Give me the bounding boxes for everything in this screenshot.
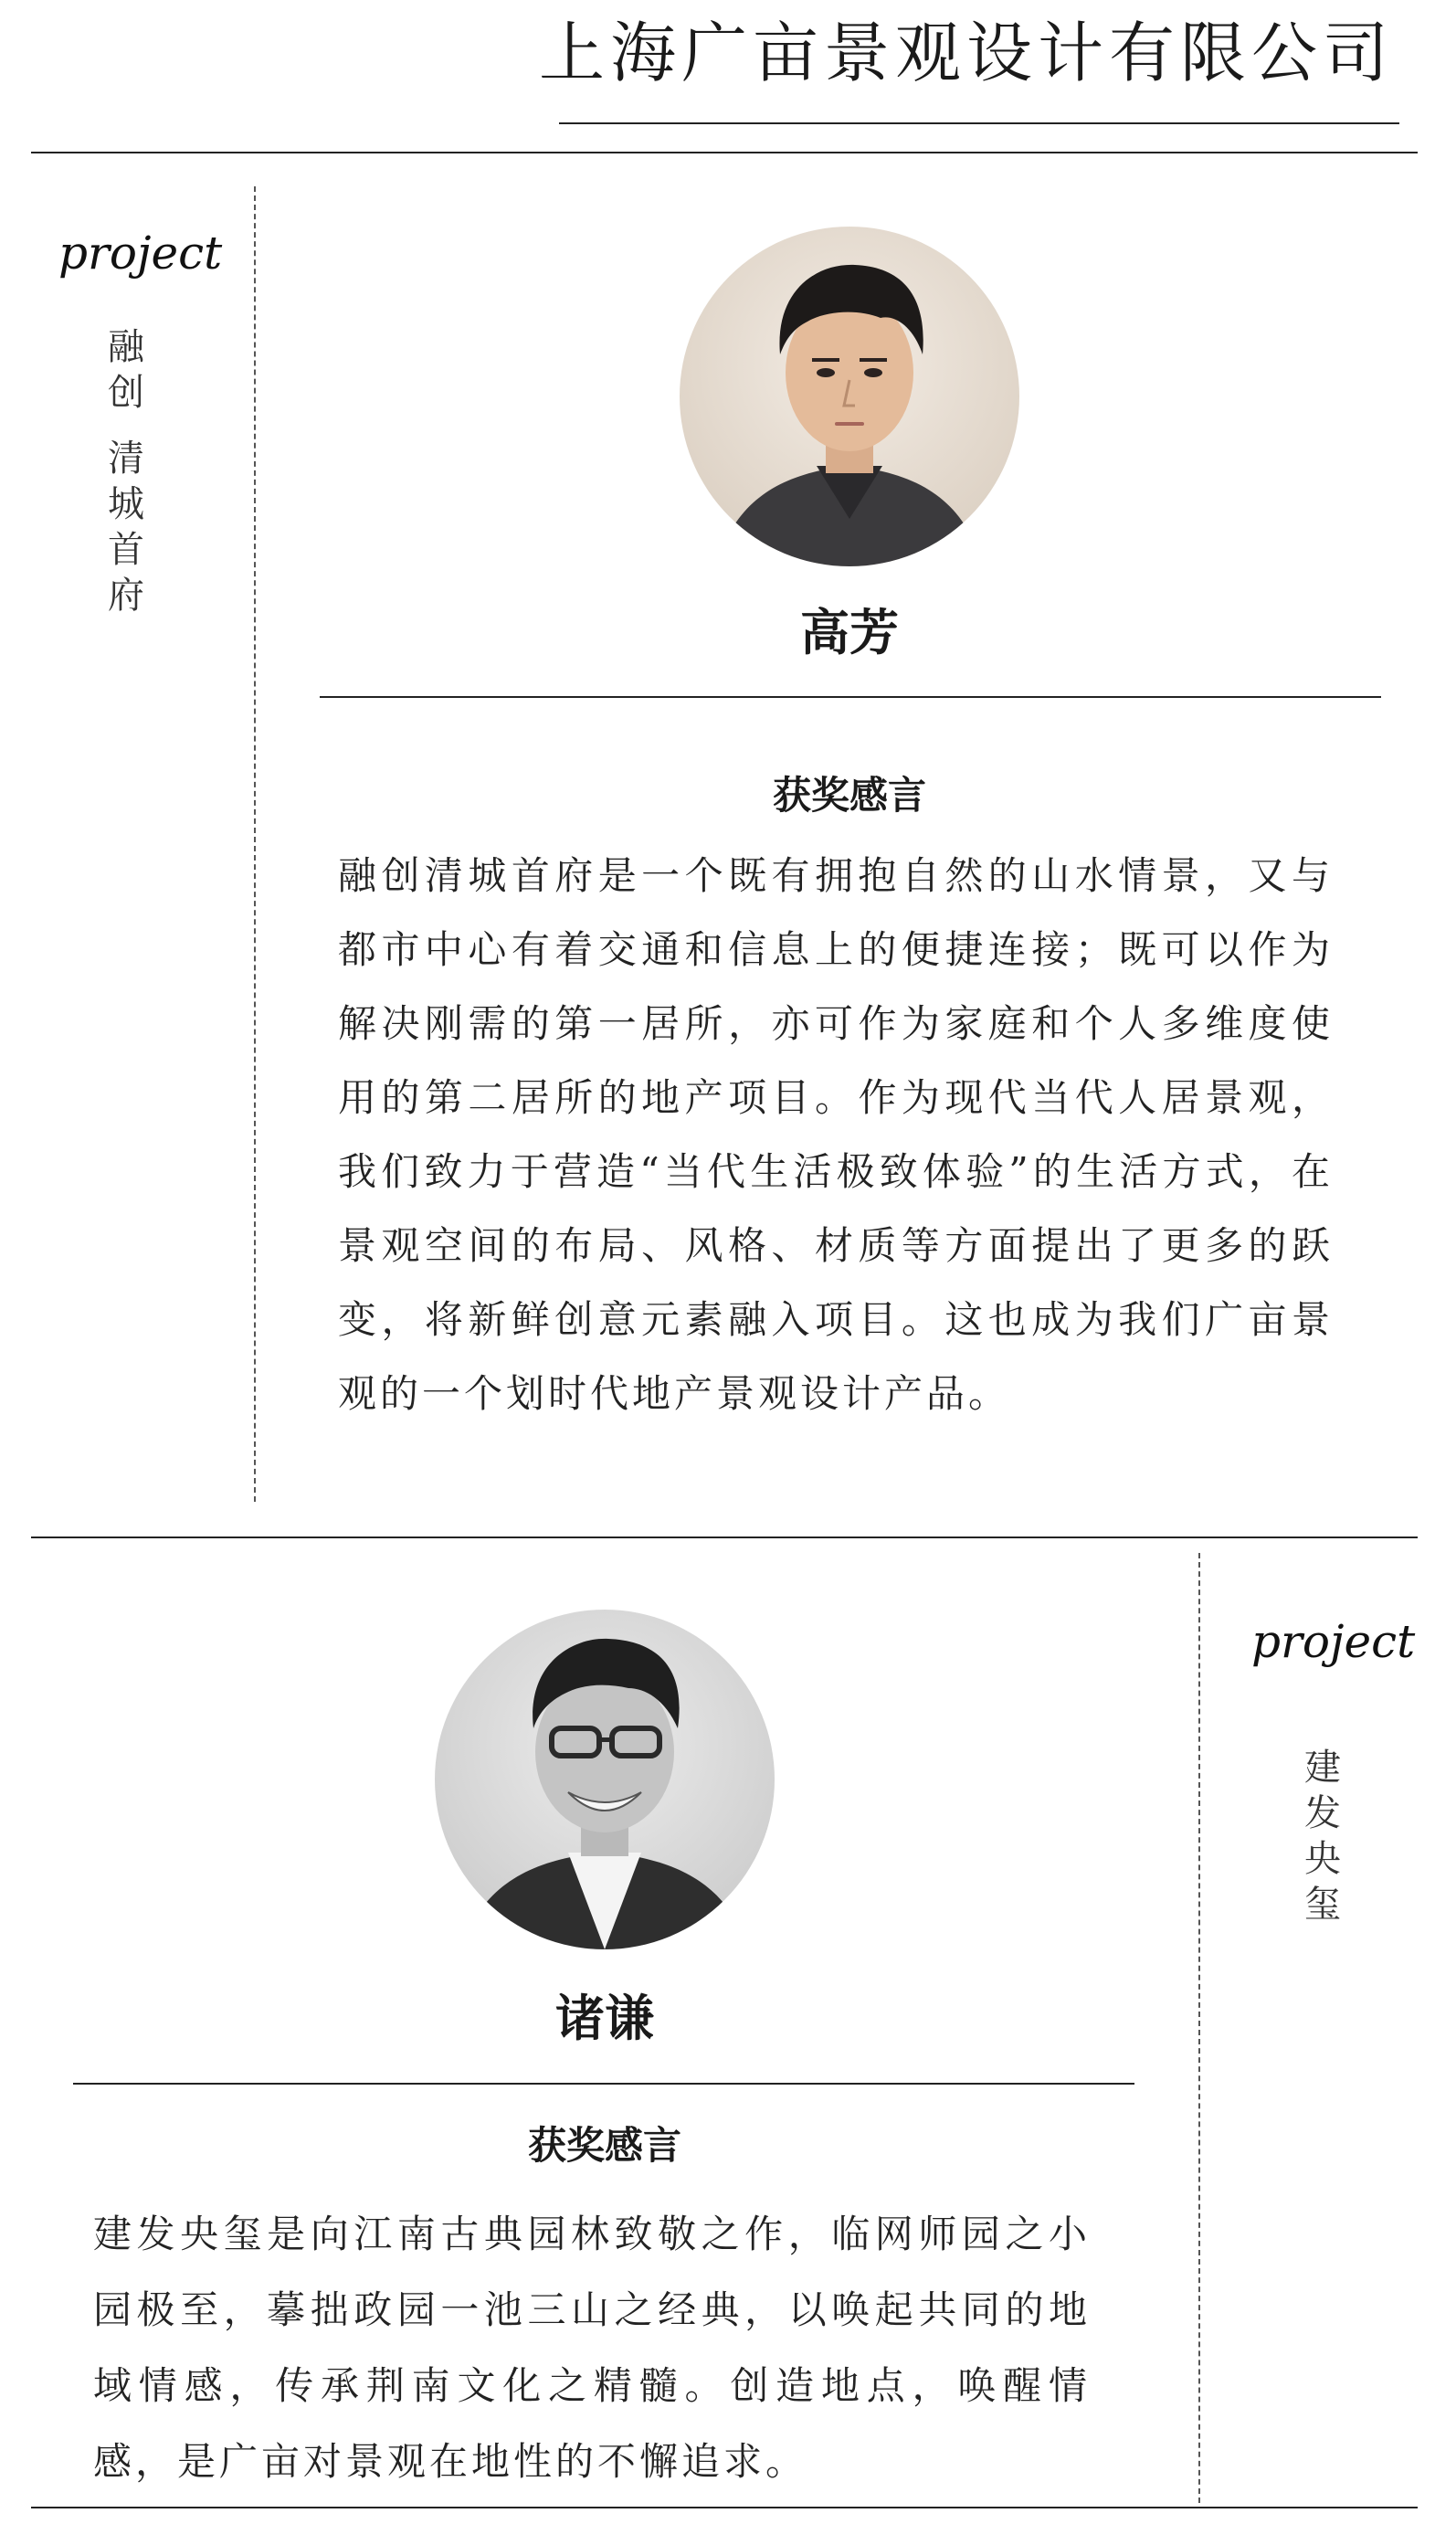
company-title: 上海广亩景观设计有限公司 bbox=[538, 15, 1394, 91]
portrait-photo-icon bbox=[680, 227, 1019, 566]
project-name-char: 首 bbox=[108, 529, 144, 571]
speech-title: 获奖感言 bbox=[772, 773, 926, 818]
speech-title: 获奖感言 bbox=[527, 2123, 681, 2168]
name-divider bbox=[73, 2083, 1134, 2085]
project-name-char: 建 bbox=[1304, 1747, 1341, 1789]
project-label: project bbox=[1251, 1615, 1416, 1668]
project-name-char: 城 bbox=[108, 483, 144, 525]
project-label: project bbox=[58, 227, 223, 280]
project-name-char: 发 bbox=[1304, 1792, 1341, 1834]
avatar bbox=[680, 227, 1019, 566]
project-name-char: 创 bbox=[108, 372, 144, 414]
project-name-char: 府 bbox=[108, 575, 144, 617]
section-divider bbox=[31, 1537, 1418, 1538]
dashed-divider bbox=[254, 186, 256, 1502]
person-name: 高芳 bbox=[800, 603, 899, 661]
project-name-char: 玺 bbox=[1304, 1884, 1341, 1926]
project-name-vertical bbox=[106, 324, 146, 618]
person-name: 诸谦 bbox=[555, 1989, 654, 2047]
speech-text: 融创清城首府是一个既有拥抱自然的山水情景，又与都市中心有着交通和信息上的便捷连接；既可以作为解决刚需的第一居所，亦可作为家庭和个人多维度使用的第二居所的地产项目。作为现代当代人居景观，我们致力于营造“当代生活极致体验”的生活方式，在景观空间的布局、风格、材质等方面提出了更多的跃变，将新鲜创意元素融入项目。这也成为我们广亩景观的一个划时代地产景观设计产品。 bbox=[338, 853, 1334, 1416]
speech-text: 建发央玺是向江南古典园林致敬之作，临网师园之小园极至，摹拙政园一池三山之经典，以唤起共同的地域情感，传承荆南文化之精髓。创造地点，唤醒情感，是广亩对景观在地性的不懈追求。 bbox=[93, 2212, 1091, 2484]
project-name-char: 融 bbox=[108, 326, 144, 368]
footer-divider bbox=[31, 2507, 1418, 2508]
portrait-photo-icon bbox=[435, 1610, 775, 1949]
title-underline bbox=[559, 122, 1399, 124]
project-name-char: 清 bbox=[108, 438, 144, 480]
avatar bbox=[435, 1610, 775, 1949]
project-name-char: 央 bbox=[1304, 1838, 1341, 1880]
dashed-divider bbox=[1198, 1553, 1200, 2503]
project-name-vertical bbox=[1303, 1745, 1343, 1927]
header-divider bbox=[31, 152, 1418, 153]
name-divider bbox=[320, 696, 1381, 698]
